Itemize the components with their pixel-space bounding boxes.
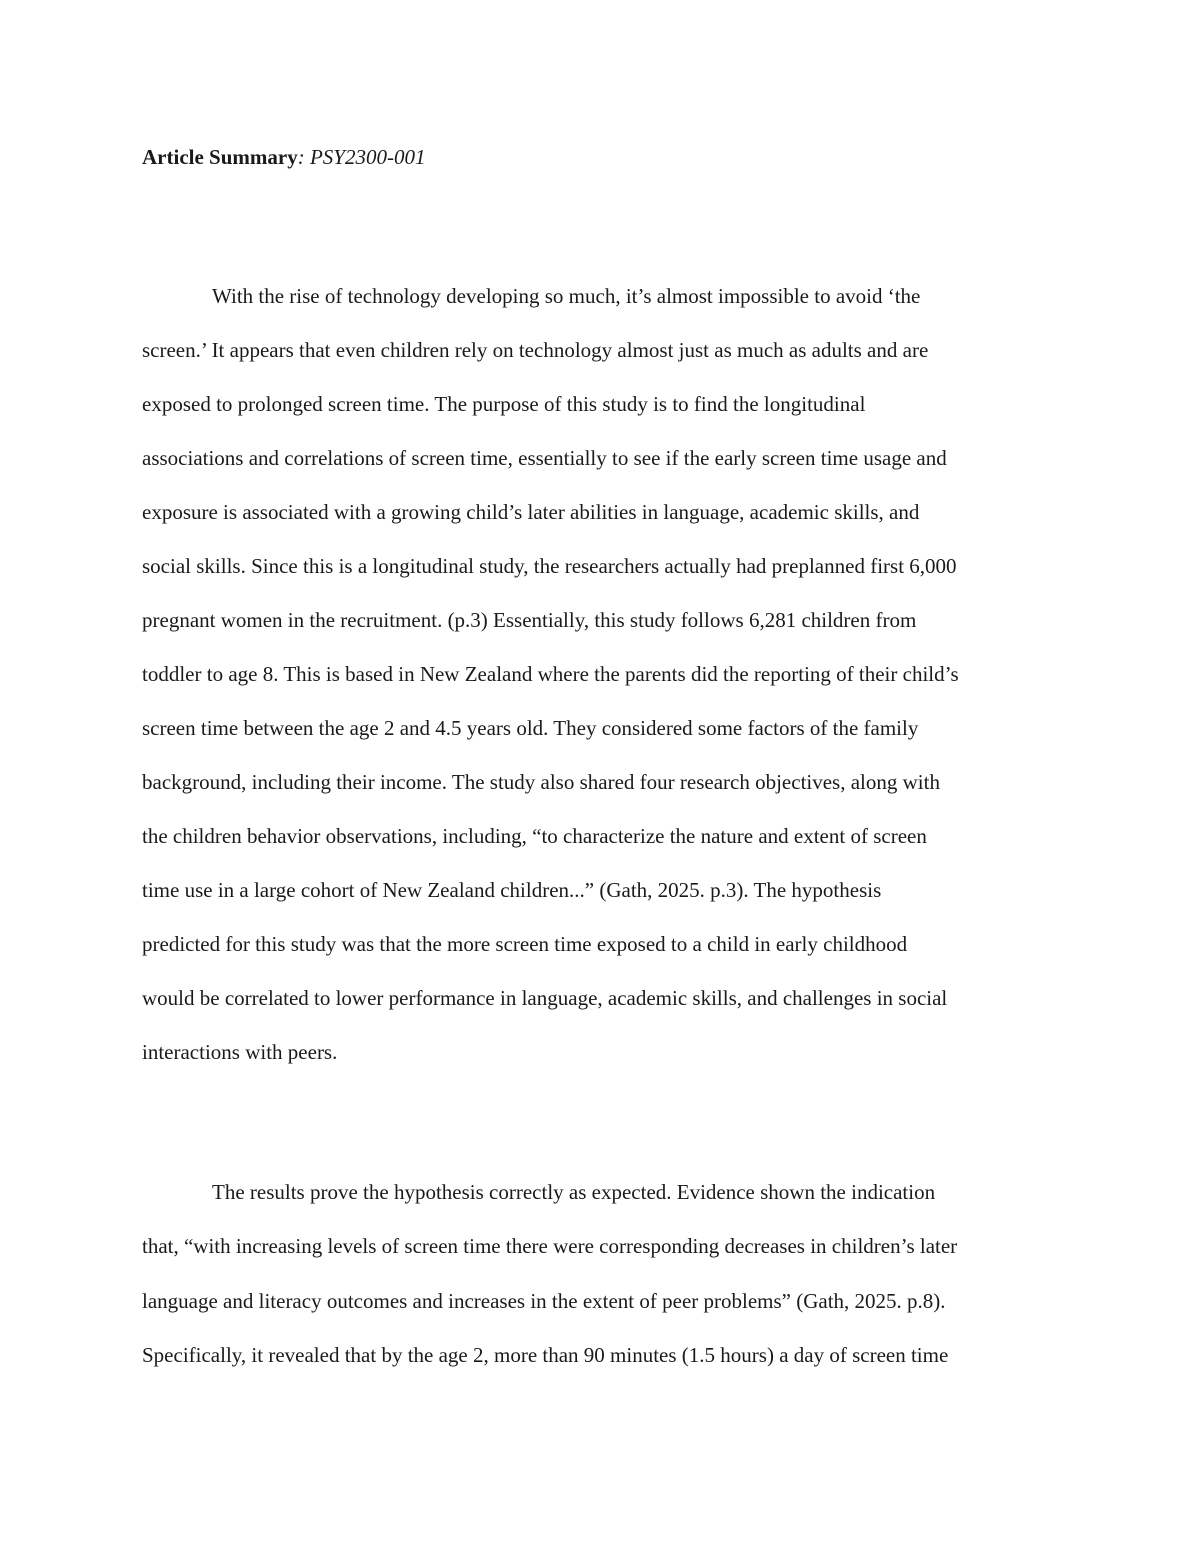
heading-course-code: PSY2300-001: [309, 145, 426, 169]
paragraph-1-line-3: exposed to prolonged screen time. The purpose of this study is to find the longitudinal: [142, 392, 866, 416]
paragraph-1-line-5: exposure is associated with a growing child’s later abilities in language, academic skills, and: [142, 500, 920, 524]
paragraph-1-line-6: social skills. Since this is a longitudinal study, the researchers actually had preplanned first 6,000: [142, 554, 957, 578]
document-heading: [142, 142, 425, 172]
paragraph-1-line-13: predicted for this study was that the more screen time exposed to a child in early childhood: [142, 932, 908, 956]
paragraph-2-line-2: that, “with increasing levels of screen time there were corresponding decreases in children’s later: [142, 1234, 958, 1258]
paragraph-2-line-1: The results prove the hypothesis correctly as expected. Evidence shown the indication: [212, 1180, 936, 1204]
paragraph-1-line-7: pregnant women in the recruitment. (p.3) Essentially, this study follows 6,281 children from: [142, 608, 917, 632]
paragraph-1-line-11: the children behavior observations, including, “to characterize the nature and extent of screen: [142, 824, 927, 848]
paragraph-2-line-3: language and literacy outcomes and increases in the extent of peer problems” (Gath, 2025. p.8).: [142, 1289, 946, 1313]
paragraph-1-line-1: With the rise of technology developing so much, it’s almost impossible to avoid ‘the: [212, 284, 921, 308]
paragraph-1-line-15: interactions with peers.: [142, 1040, 338, 1064]
paragraph-1-line-8: toddler to age 8. This is based in New Zealand where the parents did the reporting of their child’s: [142, 662, 959, 686]
paragraph-2-line-4: Specifically, it revealed that by the age 2, more than 90 minutes (1.5 hours) a day of screen time: [142, 1343, 949, 1367]
paragraph-1-line-9: screen time between the age 2 and 4.5 years old. They considered some factors of the family: [142, 716, 919, 740]
paragraph-1-line-10: background, including their income. The study also shared four research objectives, along with: [142, 770, 940, 794]
heading-separator: :: [297, 145, 310, 169]
heading-title: Article Summary: [142, 145, 298, 169]
paragraph-1-line-12: time use in a large cohort of New Zealand children...” (Gath, 2025. p.3). The hypothesis: [142, 878, 882, 902]
paragraph-1-line-4: associations and correlations of screen time, essentially to see if the early screen time usage and: [142, 446, 947, 470]
paragraph-1-line-14: would be correlated to lower performance in language, academic skills, and challenges in social: [142, 986, 948, 1010]
paragraph-1-line-2: screen.’ It appears that even children rely on technology almost just as much as adults and are: [142, 338, 929, 362]
